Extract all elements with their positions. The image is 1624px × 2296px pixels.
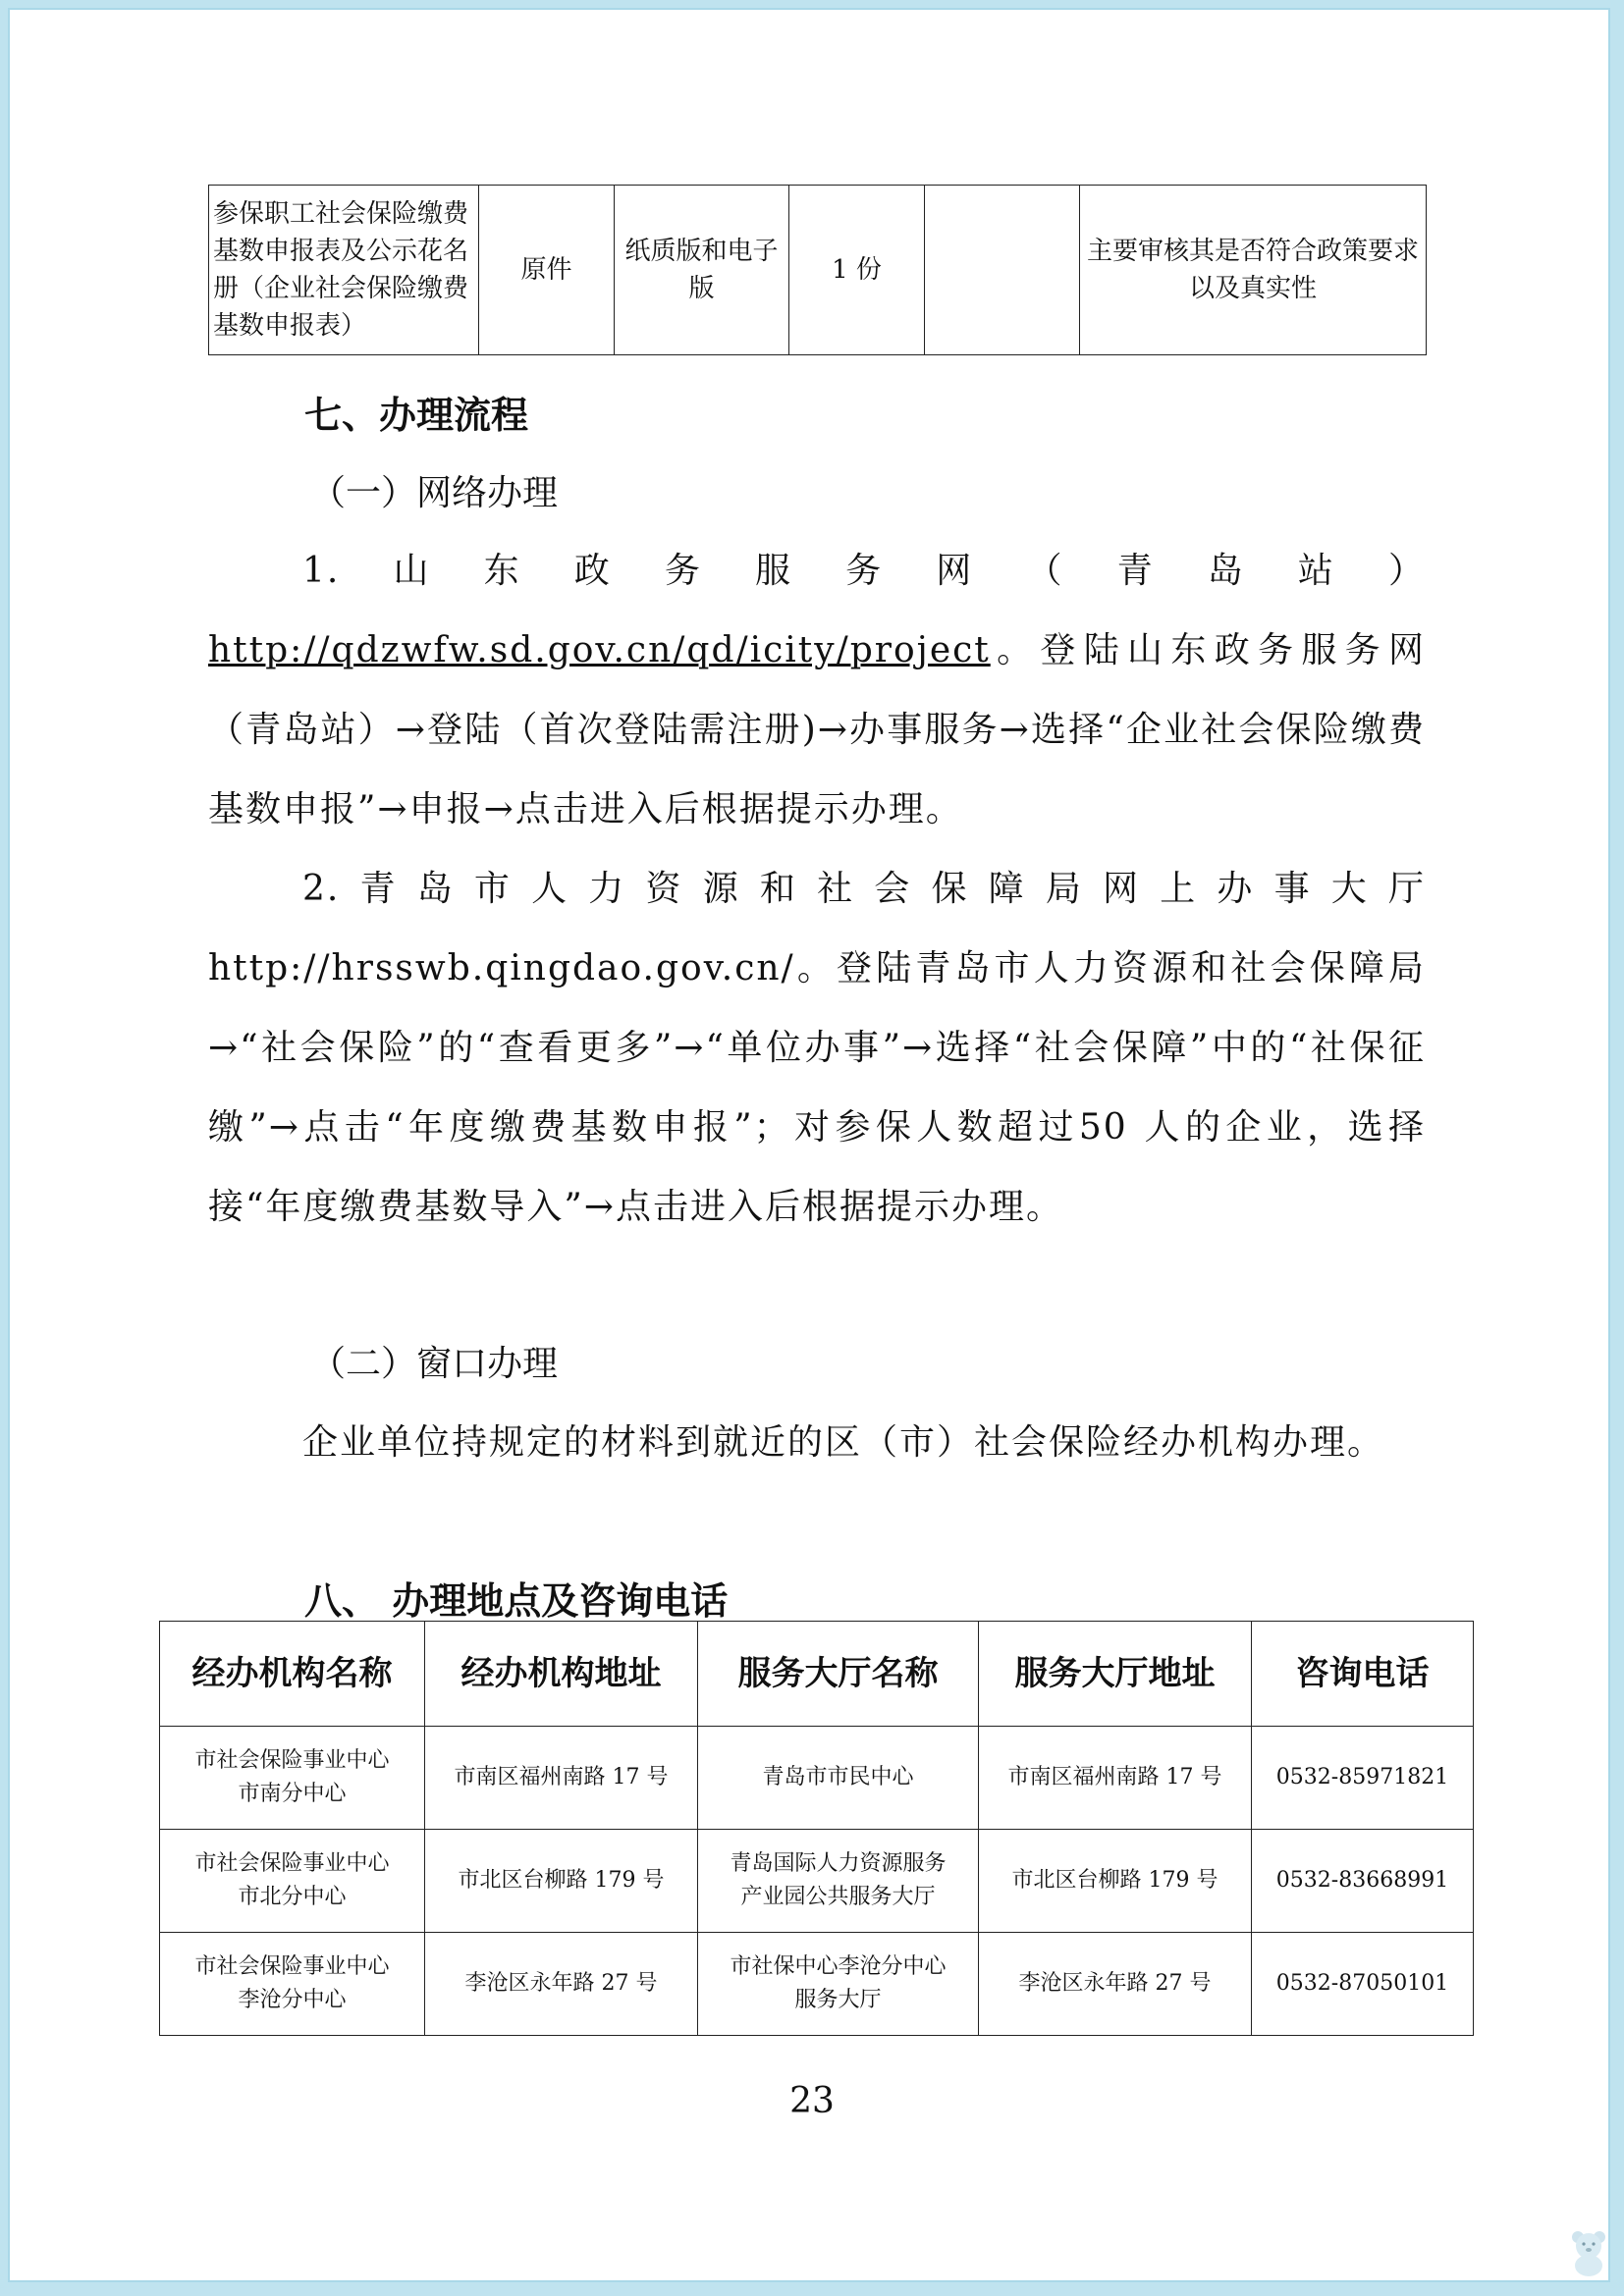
- agency-name: 市社会保险事业中心 李沧分中心: [160, 1933, 425, 2036]
- table-header-row: [160, 1622, 1474, 1727]
- hall-address: 市北区台柳路 179 号: [979, 1830, 1252, 1933]
- window-text: 企业单位持规定的材料到就近的区（市）社会保险经办机构办理。: [302, 1422, 1385, 1463]
- material-type: 原件: [479, 186, 615, 355]
- material-name: 参保职工社会保险缴费基数申报表及公示花名册（企业社会保险缴费基数申报表）: [209, 186, 479, 355]
- phone: 0532-85971821: [1252, 1727, 1474, 1830]
- agency-address: 市南区福州南路 17 号: [425, 1727, 698, 1830]
- material-note: [925, 186, 1080, 355]
- window-subtitle: （二）窗口办理: [310, 1344, 559, 1384]
- material-copies: 1 份: [789, 186, 925, 355]
- page-number: 23: [789, 2081, 835, 2121]
- online-item-2: 2.青岛市人力资源和社会保障局网上办事大厅http://hrsswb.qingdao.gov.cn/。登陆青岛市人力资源和社会保障局→“社会保险”的“查看更多”→“单位办事”→选择“社会保障”中的“社保征缴”→点击“年度缴费基数申报”；对参保人数超过50 人的企业，选择接“年度缴费基数导入”→点击进入后根据提示办理。: [208, 869, 1426, 1227]
- table-row: [160, 1727, 1474, 1830]
- item1-prefix: 1.山东政务服务网（青岛站）: [302, 551, 1426, 591]
- agency-address: 市北区台柳路 179 号: [425, 1830, 698, 1933]
- hall-name: 青岛市市民中心: [698, 1727, 979, 1830]
- agency-address: 李沧区永年路 27 号: [425, 1933, 698, 2036]
- bear-icon: [1569, 2228, 1608, 2277]
- header-agency-name: 经办机构名称: [160, 1622, 425, 1727]
- header-hall-name: 服务大厅名称: [698, 1622, 979, 1727]
- office-table: [159, 1621, 1474, 2036]
- hall-name: 市社保中心李沧分中心 服务大厅: [698, 1933, 979, 2036]
- material-format: 纸质版和电子版: [615, 186, 789, 355]
- item1-text: 。登陆山东政务服务网（青岛站）→登陆（首次登陆需注册)→办事服务→选择“企业社会保险缴费基数申报”→申报→点击进入后根据提示办理。: [208, 630, 1426, 829]
- hall-name: 青岛国际人力资源服务 产业园公共服务大厅: [698, 1830, 979, 1933]
- table-row: [160, 1830, 1474, 1933]
- phone: 0532-83668991: [1252, 1830, 1474, 1933]
- online-subtitle: （一）网络办理: [310, 473, 559, 513]
- online-item-1: [208, 531, 1426, 849]
- header-hall-address: 服务大厅地址: [979, 1622, 1252, 1727]
- hall-address: 市南区福州南路 17 号: [979, 1727, 1252, 1830]
- phone: 0532-87050101: [1252, 1933, 1474, 2036]
- material-requirement: 主要审核其是否符合政策要求以及真实性: [1080, 186, 1427, 355]
- header-phone: 咨询电话: [1252, 1622, 1474, 1727]
- agency-name: 市社会保险事业中心 市南分中心: [160, 1727, 425, 1830]
- hall-address: 李沧区永年路 27 号: [979, 1933, 1252, 2036]
- table-row: [209, 186, 1427, 355]
- section8-title: 八、 办理地点及咨询电话: [304, 1579, 729, 1623]
- qdzwfw-link[interactable]: http://qdzwfw.sd.gov.cn/qd/icity/project: [208, 630, 991, 670]
- section7-title: 七、办理流程: [304, 394, 529, 437]
- header-agency-address: 经办机构地址: [425, 1622, 698, 1727]
- agency-name: 市社会保险事业中心 市北分中心: [160, 1830, 425, 1933]
- table-row: [160, 1933, 1474, 2036]
- materials-table: [208, 185, 1427, 355]
